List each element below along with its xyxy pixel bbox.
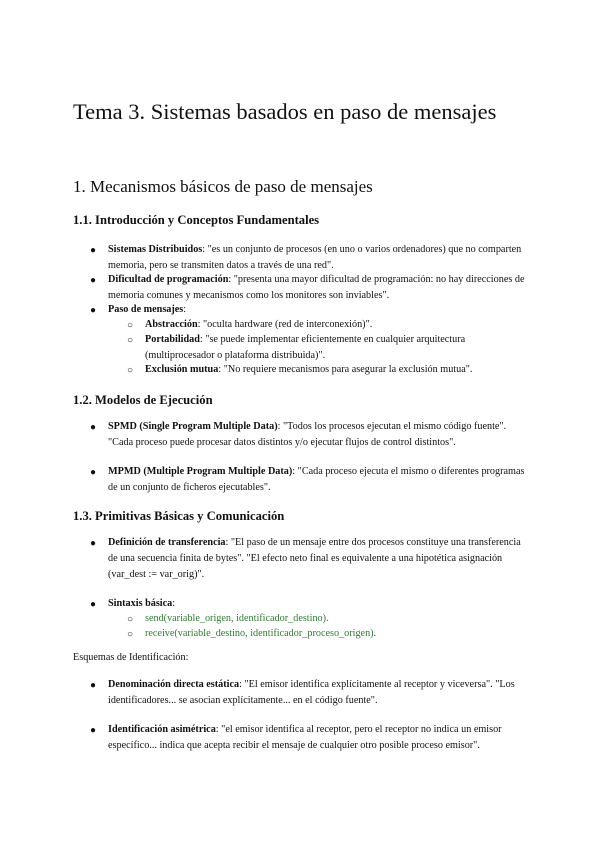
circle-bullet-icon: ○ bbox=[127, 629, 134, 640]
list-item bbox=[108, 677, 533, 709]
list-item bbox=[108, 535, 528, 583]
circle-bullet-icon: ○ bbox=[127, 320, 134, 331]
description: : "oculta hardware (red de interconexión)". bbox=[197, 319, 373, 330]
circle-bullet-icon: ○ bbox=[127, 365, 134, 376]
description: : "es un conjunto de procesos (en uno o varios ordenadores) que no comparten memoria, pero se transmiten datos a través de una red". bbox=[108, 244, 522, 271]
bullet-icon: ● bbox=[90, 245, 97, 256]
description: : bbox=[183, 304, 187, 315]
code-line: send(variable_origen, identificador_destino). bbox=[145, 613, 329, 624]
term: Dificultad de programación bbox=[108, 274, 229, 285]
description: : "Cada proceso ejecuta el mismo o diferentes programas de un conjunto de ficheros ejecutables". bbox=[108, 466, 525, 493]
term: Exclusión mutua bbox=[145, 364, 219, 375]
term: Definición de transferencia bbox=[108, 537, 226, 548]
sub-list-item bbox=[145, 332, 525, 364]
description: : "se puede implementar eficientemente en cualquier arquitectura (multiprocesador o plataforma distribuida)". bbox=[145, 334, 466, 361]
term: Sintaxis básica bbox=[108, 598, 173, 609]
bullet-icon: ● bbox=[90, 725, 97, 736]
sub-list-item bbox=[145, 317, 525, 333]
sub-list-item bbox=[145, 362, 535, 378]
description: : "el emisor identifica al receptor, pero el receptor no indica un emisor específico... indica que acepta recibir el mensaje de cualquier otro posible proceso emisor". bbox=[108, 724, 502, 751]
circle-bullet-icon: ○ bbox=[127, 614, 134, 625]
description: : "No requiere mecanismos para asegurar la exclusión mutua". bbox=[218, 364, 473, 375]
term: Identificación asimétrica bbox=[108, 724, 216, 735]
bullet-icon: ● bbox=[90, 680, 97, 691]
term: Sistemas Distribuidos bbox=[108, 244, 203, 255]
list-item bbox=[108, 272, 528, 304]
bullet-icon: ● bbox=[90, 538, 97, 549]
term: Paso de mensajes bbox=[108, 304, 184, 315]
list-item bbox=[108, 419, 533, 451]
list-item bbox=[108, 722, 533, 754]
term: SPMD (Single Program Multiple Data) bbox=[108, 421, 278, 432]
list-item bbox=[108, 242, 528, 274]
term: MPMD (Multiple Program Multiple Data) bbox=[108, 466, 293, 477]
description: : "presenta una mayor dificultad de programación: no hay direcciones de memoria comunes y mecanismos como los monitores son inviables". bbox=[108, 274, 525, 301]
page-title: Tema 3. Sistemas basados en paso de mensajes bbox=[73, 99, 497, 124]
list-item bbox=[108, 302, 528, 318]
subsection-heading: 1.1. Introducción y Conceptos Fundamentales bbox=[73, 213, 320, 227]
bullet-icon: ● bbox=[90, 275, 97, 286]
bullet-icon: ● bbox=[90, 467, 97, 478]
bullet-icon: ● bbox=[90, 305, 97, 316]
section-heading: 1. Mecanismos básicos de paso de mensajes bbox=[73, 177, 373, 196]
subsection-heading: 1.2. Modelos de Ejecución bbox=[73, 393, 213, 407]
bullet-icon: ● bbox=[90, 599, 97, 610]
list-item bbox=[108, 596, 528, 612]
circle-bullet-icon: ○ bbox=[127, 335, 134, 346]
paragraph-label: Esquemas de Identificación: bbox=[73, 652, 189, 663]
term: Portabilidad bbox=[145, 334, 200, 345]
description: : "Todos los procesos ejecutan el mismo código fuente". "Cada proceso puede procesar datos distintos y/o ejecutar flujos de control distintos". bbox=[108, 421, 507, 448]
bullet-icon: ● bbox=[90, 422, 97, 433]
list-item bbox=[108, 464, 533, 496]
description: : "El paso de un mensaje entre dos procesos constituye una transferencia de una secuencia finita de bytes". "El efecto neto final es equivalente a una hipotética asignación (var_dest := var_orig)". bbox=[108, 537, 521, 580]
term: Denominación directa estática bbox=[108, 679, 240, 690]
term: Abstracción bbox=[145, 319, 198, 330]
description: : "El emisor identifica explícitamente al receptor y viceversa". "Los identificadores... se asocian explícitamente... en el código fuente". bbox=[108, 679, 515, 706]
subsection-heading: 1.3. Primitivas Básicas y Comunicación bbox=[73, 509, 285, 523]
description: : bbox=[172, 598, 176, 609]
code-line: receive(variable_destino, identificador_proceso_origen). bbox=[145, 628, 377, 639]
